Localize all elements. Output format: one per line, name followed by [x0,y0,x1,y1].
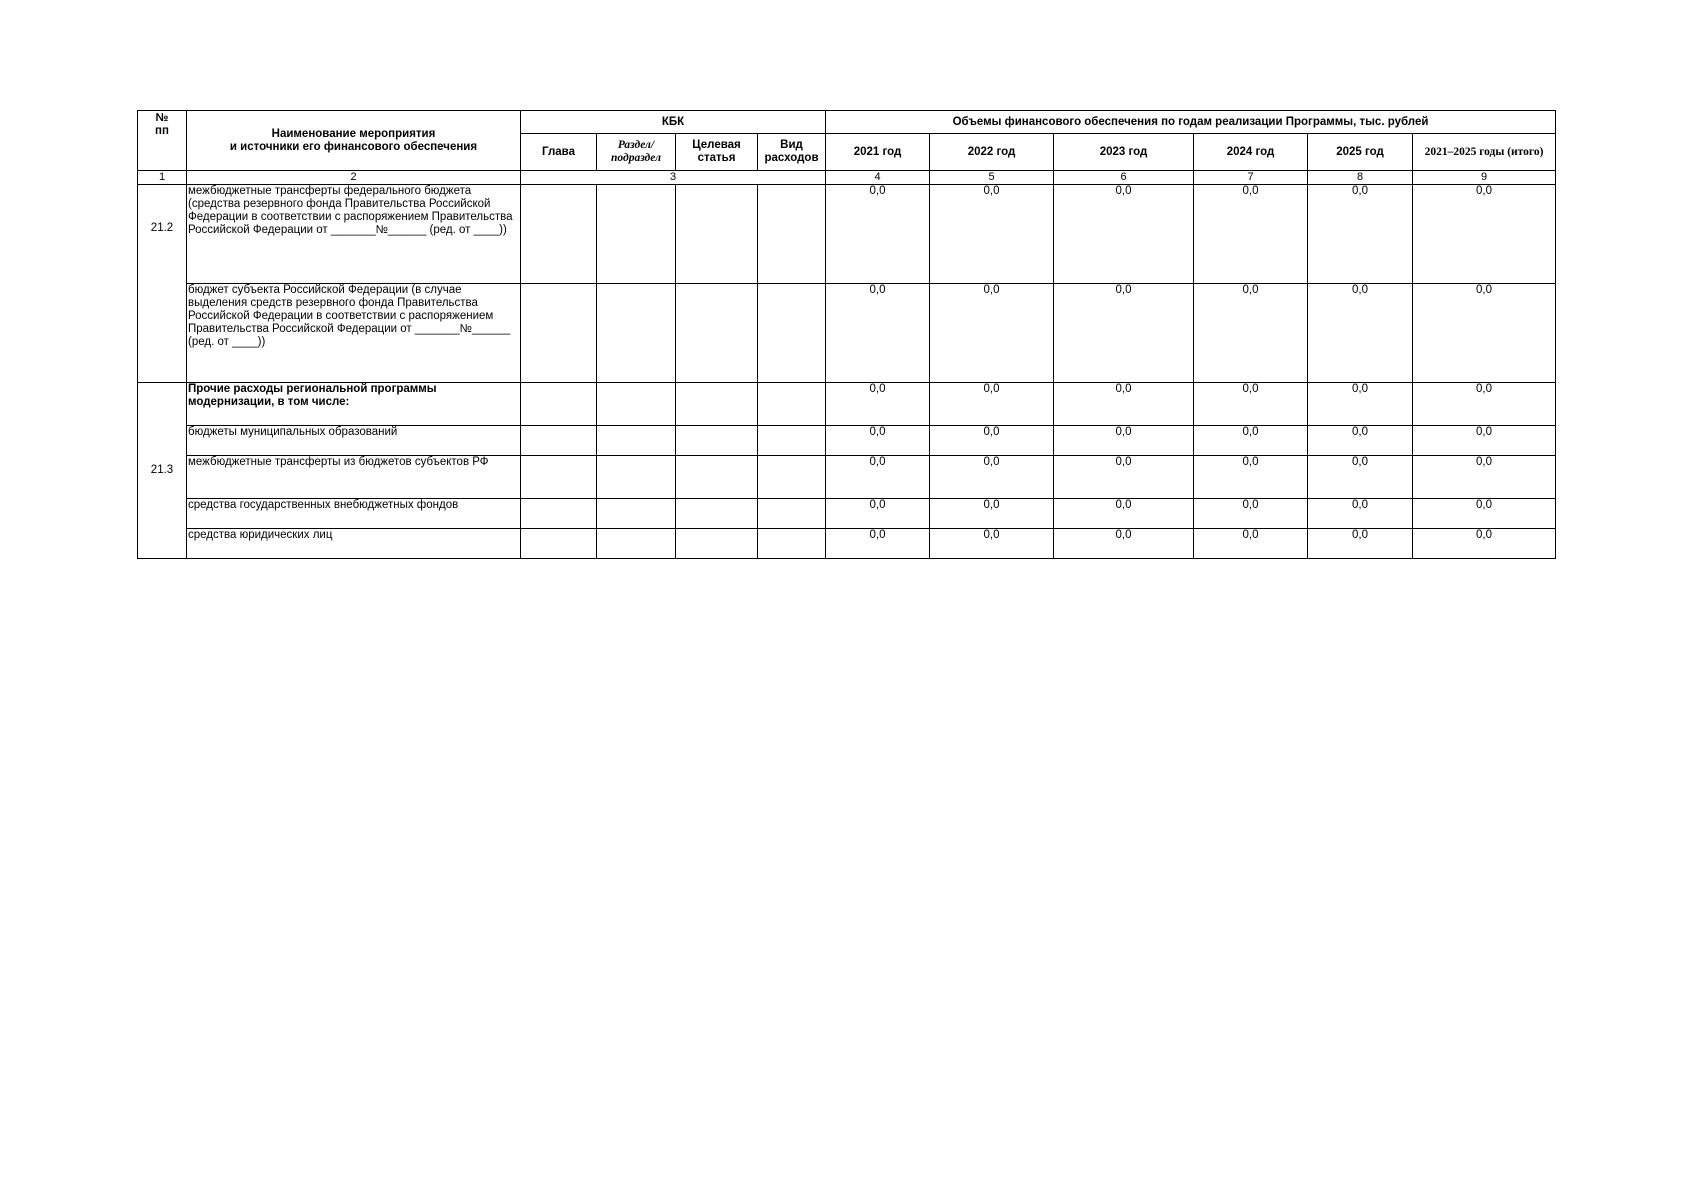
column-number: 5 [930,171,1054,185]
value-2024: 0,0 [1194,383,1308,426]
kbk-vid-cell [758,426,826,456]
row-name: бюджеты муниципальных образований [187,426,521,456]
value-2021: 0,0 [826,456,930,499]
value-2024: 0,0 [1194,185,1308,284]
header-kbk: КБК [521,111,826,134]
value-2022: 0,0 [930,284,1054,383]
value-total: 0,0 [1413,529,1556,559]
kbk-razdel-cell [597,426,676,456]
row-name: межбюджетные трансферты федерального бюджета (средства резервного фонда Правительства Российской Федерации в соответствии с распоряжением Правительства Российской Федерации от _______№______ (ред. от ____)) [187,185,521,284]
value-2025: 0,0 [1308,456,1413,499]
value-2025: 0,0 [1308,284,1413,383]
value-total: 0,0 [1413,456,1556,499]
row-pp-number: 21.3 [138,383,187,559]
value-2022: 0,0 [930,499,1054,529]
row-name: Прочие расходы региональной программы модернизации, в том числе: [187,383,521,426]
value-2025: 0,0 [1308,383,1413,426]
value-2023: 0,0 [1054,185,1194,284]
kbk-vid-cell [758,284,826,383]
header-razdel: Раздел/ подраздел [597,134,676,171]
value-2024: 0,0 [1194,529,1308,559]
value-2023: 0,0 [1054,529,1194,559]
table-row [138,284,1556,383]
header-year-2022: 2022 год [930,134,1054,171]
financing-table [137,110,1556,559]
table-row [138,383,1556,426]
column-number: 7 [1194,171,1308,185]
header-name: Наименование мероприятия и источники его финансового обеспечения [187,111,521,171]
column-number: 6 [1054,171,1194,185]
value-2024: 0,0 [1194,426,1308,456]
row-name: средства государственных внебюджетных фондов [187,499,521,529]
table-row [138,426,1556,456]
value-2023: 0,0 [1054,499,1194,529]
kbk-celevaya-cell [676,426,758,456]
column-number: 4 [826,171,930,185]
value-2025: 0,0 [1308,529,1413,559]
header-year-total: 2021–2025 годы (итого) [1413,134,1556,171]
kbk-razdel-cell [597,456,676,499]
value-total: 0,0 [1413,185,1556,284]
kbk-celevaya-cell [676,284,758,383]
kbk-vid-cell [758,499,826,529]
value-2021: 0,0 [826,383,930,426]
kbk-celevaya-cell [676,185,758,284]
value-2022: 0,0 [930,426,1054,456]
column-number: 3 [521,171,826,185]
value-2024: 0,0 [1194,456,1308,499]
kbk-razdel-cell [597,529,676,559]
value-2021: 0,0 [826,284,930,383]
row-name: бюджет субъекта Российской Федерации (в случае выделения средств резервного фонда Правительства Российской Федерации в соответствии с распоряжением Правительства Российской Федерации от _______№______ (ред. от ____)) [187,284,521,383]
value-total: 0,0 [1413,499,1556,529]
kbk-vid-cell [758,383,826,426]
value-2021: 0,0 [826,529,930,559]
value-2024: 0,0 [1194,284,1308,383]
kbk-vid-cell [758,529,826,559]
row-name: средства юридических лиц [187,529,521,559]
kbk-glava-cell [521,383,597,426]
value-2022: 0,0 [930,456,1054,499]
header-num-pp: № пп [138,111,187,171]
header-vid: Вид расходов [758,134,826,171]
table-row [138,529,1556,559]
kbk-glava-cell [521,499,597,529]
value-2022: 0,0 [930,185,1054,284]
column-number: 1 [138,171,187,185]
table-row [138,499,1556,529]
kbk-celevaya-cell [676,456,758,499]
table-row [138,185,1556,284]
value-2023: 0,0 [1054,456,1194,499]
table-row [138,456,1556,499]
header-celevaya: Целевая статья [676,134,758,171]
kbk-celevaya-cell [676,529,758,559]
kbk-glava-cell [521,529,597,559]
value-2024: 0,0 [1194,499,1308,529]
value-2021: 0,0 [826,499,930,529]
kbk-glava-cell [521,426,597,456]
kbk-glava-cell [521,456,597,499]
column-numbers-row [138,171,1556,185]
value-2022: 0,0 [930,383,1054,426]
value-2023: 0,0 [1054,284,1194,383]
header-funding: Объемы финансового обеспечения по годам реализации Программы, тыс. рублей [826,111,1556,134]
kbk-razdel-cell [597,383,676,426]
header-year-2025: 2025 год [1308,134,1413,171]
kbk-razdel-cell [597,185,676,284]
value-total: 0,0 [1413,383,1556,426]
column-number: 8 [1308,171,1413,185]
value-2023: 0,0 [1054,426,1194,456]
kbk-vid-cell [758,185,826,284]
header-year-2021: 2021 год [826,134,930,171]
header-year-2023: 2023 год [1054,134,1194,171]
header-year-2024: 2024 год [1194,134,1308,171]
kbk-razdel-cell [597,499,676,529]
value-2023: 0,0 [1054,383,1194,426]
value-2025: 0,0 [1308,185,1413,284]
header-glava: Глава [521,134,597,171]
value-2021: 0,0 [826,426,930,456]
value-2025: 0,0 [1308,499,1413,529]
value-total: 0,0 [1413,426,1556,456]
kbk-celevaya-cell [676,383,758,426]
kbk-glava-cell [521,284,597,383]
kbk-vid-cell [758,456,826,499]
row-name: межбюджетные трансферты из бюджетов субъектов РФ [187,456,521,499]
value-total: 0,0 [1413,284,1556,383]
value-2025: 0,0 [1308,426,1413,456]
kbk-razdel-cell [597,284,676,383]
row-pp-number: 21.2 [138,185,187,383]
column-number: 2 [187,171,521,185]
column-number: 9 [1413,171,1556,185]
value-2022: 0,0 [930,529,1054,559]
kbk-glava-cell [521,185,597,284]
kbk-celevaya-cell [676,499,758,529]
value-2021: 0,0 [826,185,930,284]
